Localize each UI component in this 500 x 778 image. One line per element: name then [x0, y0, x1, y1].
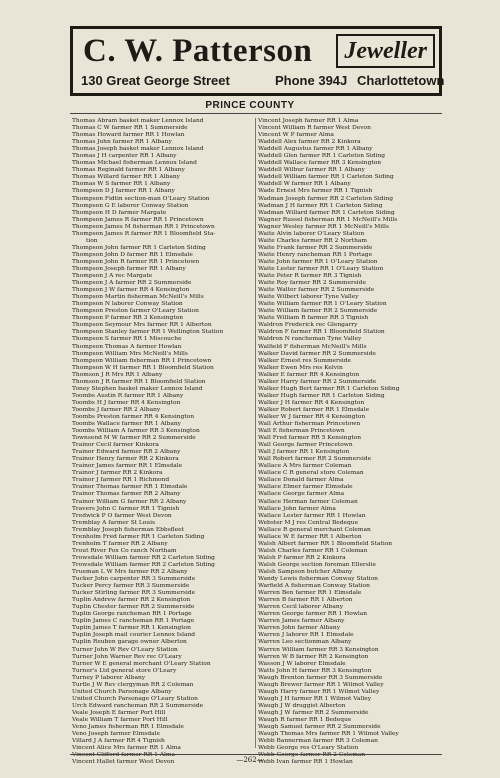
directory-entry: Waugh J W farmer RR 2 Summerside: [258, 709, 369, 716]
directory-entry: Thompson J W farmer RR 4 Kensington: [72, 287, 190, 294]
page-number: —262—: [236, 756, 264, 764]
directory-entry: Watts John H farmer RR 3 Kensington: [258, 667, 372, 674]
directory-entry: Wallace C R general store Coleman: [258, 470, 364, 477]
directory-entry: Webb Bannerman farmer RR 3 Coleman: [258, 738, 378, 745]
directory-entry: Thompson William fisherman RR 1 Princetown: [72, 357, 212, 364]
advert-phone: Phone 394J: [275, 73, 348, 88]
directory-entry: Thompson N laborer Conway Station: [72, 301, 183, 308]
directory-entry: Thompson Seymour Mrs farmer RR 1 Alberton: [72, 322, 212, 329]
directory-entry: Waddell Augustus farmer RR 1 Albany: [258, 146, 373, 153]
directory-entry: Thompson Joseph farmer RR 1 Albany: [72, 265, 186, 272]
directory-entry: Thompson J A rec Margate: [72, 273, 153, 280]
column-divider: [255, 118, 256, 748]
directory-entry: Turner W E general merchant O'Leary Station: [72, 660, 211, 667]
directory-entry: Toombs William A farmer RR 3 Kensington: [72, 428, 200, 435]
directory-entry: Tucker Percy farmer RR 3 Summerside: [72, 583, 190, 590]
directory-entry: Thompson Preston farmer O'Leary Station: [72, 308, 199, 315]
directory-entry: Thompson James R farmer RR 1 Princetown: [72, 216, 204, 223]
directory-entry: Waugh R farmer RR 1 Bedeque: [258, 716, 352, 723]
directory-entry: Wall J farmer RR 1 Kensington: [258, 449, 350, 456]
directory-entry: Webb Ivan farmer RR 1 Howlan: [258, 759, 353, 766]
directory-entry: Waite Henry rancheman RR 1 Portage: [258, 251, 373, 258]
directory-left-column: [72, 118, 252, 766]
directory-entry: Wall Robert farmer RR 2 Summerside: [258, 456, 372, 463]
directory-entry: Tremblay A farmer St Louis: [72, 519, 156, 526]
directory-entry: Warren B farmer RR 1 Alberton: [258, 597, 353, 604]
directory-entry: Waugh J W druggist Alberton: [258, 702, 346, 709]
directory-entry: Waugh J H farmer RR 1 Wilmot Valley: [258, 695, 372, 702]
county-heading: PRINCE COUNTY: [205, 100, 295, 111]
directory-entry: Tuplin Andrew farmer RR 2 Kensington: [72, 597, 191, 604]
directory-entry: Wallace R general merchant Coleman: [258, 526, 371, 533]
directory-entry: Toombs H J farmer RR 4 Kensington: [72, 399, 181, 406]
directory-entry: Tuplin Joseph mail courier Lennox Island: [72, 632, 196, 639]
directory-entry: Wallace Elmer farmer Elmsdale: [258, 484, 353, 491]
directory-entry: Walker Robert farmer RR 1 Elmsdale: [258, 406, 370, 413]
directory-entry: Thompson William Mrs McNeill's Mills: [72, 350, 188, 357]
directory-entry: Tucker John carpenter RR 3 Summerside: [72, 576, 196, 583]
directory-entry: Thompson John farmer RR 1 Carleton Siding: [72, 244, 206, 251]
directory-entry: Warren Ben farmer RR 1 Elmsdale: [258, 590, 362, 597]
directory-entry: Thomas W S farmer RR 1 Albany: [72, 181, 171, 188]
directory-entry: Waldron Frederick rec Glengarry: [258, 322, 358, 329]
directory-entry: Waite Peter R farmer RR 3 Tignish: [258, 273, 362, 280]
directory-entry: United Church Parsonage Albany: [72, 688, 172, 695]
directory-entry: Thomas Willard farmer RR 1 Albany: [72, 174, 181, 181]
directory-entry: Thompson Stanley farmer RR 1 Wellington Station: [72, 329, 224, 336]
directory-entry: Veno Joseph farmer Elmsdale: [72, 731, 160, 738]
directory-entry: Waite Walter farmer RR 2 Summerside: [258, 287, 375, 294]
directory-right-column: [258, 118, 444, 766]
directory-entry: Wandy Lewis fisherman Conway Station: [258, 576, 378, 583]
directory-entry: Trowsdale William farmer RR 2 Carleton Siding: [72, 554, 215, 561]
directory-entry: Thompson John D farmer RR 1 Elmsdale: [72, 251, 193, 258]
header-rule: [70, 113, 442, 114]
directory-entry: Walfield F fisherman McNeill's Mills: [258, 343, 367, 350]
directory-entry: Thomas John farmer RR 1 Albany: [72, 139, 172, 146]
directory-entry: Warren Leo sectionman Albany: [258, 639, 352, 646]
directory-entry: Vincent Joseph farmer RR 1 Alma: [258, 118, 359, 124]
directory-entry: Trainor Cecil farmer Kinkora: [72, 442, 159, 449]
directory-entry: Thomas C W farmer RR 1 Summerside: [72, 125, 188, 132]
directory-entry: Waite William farmer RR 1 O'Leary Station: [258, 301, 387, 308]
directory-entry: Wadman J H farmer RR 1 Carleton Siding: [258, 202, 383, 209]
directory-entry: Waugh Brenton farmer RR 3 Summerside: [258, 674, 383, 681]
directory-entry: Wadman Willard farmer RR 1 Carleton Siding: [258, 209, 395, 216]
directory-entry: Walker Harry farmer RR 2 Summerside: [258, 378, 377, 385]
directory-entry: Warren George farmer RR 1 Howlan: [258, 611, 368, 618]
directory-entry: tion: [86, 237, 98, 244]
directory-entry: Waite Roy farmer RR 2 Summerside: [258, 280, 366, 287]
directory-entry: Thomas Michael fisherman Lennox Island: [72, 160, 197, 167]
directory-entry: Waugh Samuel farmer RR 2 Summerside: [258, 724, 381, 731]
directory-entry: Walsh Albert farmer RR 1 Bloomfield Station: [258, 540, 393, 547]
directory-entry: Waite Frank farmer RR 2 Summerside: [258, 244, 373, 251]
directory-entry: Waite Wilbert laborer Tyne Valley: [258, 294, 359, 301]
directory-entry: Waite Alvin laborer O'Leary Station: [258, 230, 365, 237]
advert-header: [83, 33, 435, 69]
directory-entry: Tuplin Reuben garage owner Alberton: [72, 639, 187, 646]
directory-entry: Trainor Thomas farmer RR 2 Albany: [72, 491, 181, 498]
directory-entry: Thomson J R farmer RR 1 Bloomfield Station: [72, 378, 206, 385]
directory-entry: Webb George farmer RR 2 Coleman: [258, 752, 366, 759]
directory-entry: Waite William R farmer RR 3 Tignish: [258, 315, 369, 322]
directory-entry: Webster M J res Central Bedeque: [258, 519, 359, 526]
directory-entry: Tuplin James T farmer RR 1 Kensington: [72, 625, 191, 632]
directory-entry: Tuplin George rancheman RR 1 Portage: [72, 611, 192, 618]
directory-entry: Trainor J farmer RR 1 Richmond: [72, 477, 170, 484]
directory-entry: Vincent W P farmer Alma: [258, 132, 334, 139]
directory-entry: Tredwick P O farmer West Devon: [72, 512, 172, 519]
directory-entry: Trenholm T farmer RR 2 Albany: [72, 540, 168, 547]
directory-entry: Wagner Wesley farmer RR 1 McNeill's Mills: [258, 223, 389, 230]
directory-entry: Thompson Thomas A farmer Howlan: [72, 343, 182, 350]
directory-entry: Thompson Martin fisherman McNeill's Mills: [72, 294, 204, 301]
directory-entry: Turner's Ltd general store O'Leary: [72, 667, 177, 674]
directory-entry: Urch Edward rancheman RR 2 Summerside: [72, 702, 204, 709]
directory-entry: Toney Stephen basket maker Lennox Island: [72, 385, 203, 392]
directory-entry: Turtle J W Rev clergyman RR 2 Coleman: [72, 681, 194, 688]
directory-entry: Thompson S farmer RR 1 Miscouche: [72, 336, 182, 343]
directory-entry: Trainor Thomas farmer RR 1 Elmsdale: [72, 484, 188, 491]
directory-entry: Villard J A farmer RR 4 Tignish: [72, 738, 165, 745]
directory-entry: Thompson Fidtin section-man O'Leary Station: [72, 195, 210, 202]
directory-entry: Waite Charles farmer RR 2 Northam: [258, 237, 367, 244]
directory-entry: Travers John C farmer RR 1 Tignish: [72, 505, 180, 512]
directory-entry: Warfield A fisherman Conway Station: [258, 583, 370, 590]
directory-entry: Veale Joseph E farmer Port Hill: [72, 709, 166, 716]
directory-entry: Thomas Howard farmer RR 1 Howlan: [72, 132, 185, 139]
jeweller-advertisement: [70, 26, 445, 96]
directory-entry: Trainor Henry farmer RR 2 Kinkora: [72, 456, 179, 463]
directory-entry: Waddell Wallace farmer RR 3 Kensington: [258, 160, 382, 167]
directory-entry: Waldron N rancheman Tyne Valley: [258, 336, 362, 343]
directory-entry: Trueman L W Mrs farmer RR 2 Albany: [72, 569, 188, 575]
directory-entry: Thompson P farmer RR 3 Kensington: [72, 315, 184, 322]
directory-entry: Trainor James farmer RR 1 Elmsdale: [72, 463, 183, 470]
directory-entry: Toombs J farmer RR 2 Albany: [72, 406, 161, 413]
directory-entry: Wagner Russel fisherman RR 1 McNeill's Mills: [258, 216, 398, 223]
directory-entry: Walker E farmer RR 4 Kensington: [258, 371, 360, 378]
directory-entry: Turner John Warner Rev rec O'Leary: [72, 653, 182, 660]
advert-trade-label: Jeweller: [336, 34, 435, 68]
advert-business-name: C. W. Patterson: [83, 33, 313, 69]
directory-entry: Turney P laborer Albany: [72, 674, 146, 681]
directory-entry: Warren Cecil laborer Albany: [258, 604, 344, 611]
directory-entry: Toombs Austin R farmer RR 1 Albany: [72, 392, 184, 399]
directory-entry: Waite William farmer RR 2 Summerside: [258, 308, 378, 315]
directory-entry: Waddell W farmer RR 1 Albany: [258, 181, 351, 188]
directory-entry: Walsh George section foreman Ellerslie: [258, 561, 377, 568]
directory-entry: Walker David farmer RR 2 Summerside: [258, 350, 376, 357]
directory-entry: Thomas J H carpenter RR 1 Albany: [72, 153, 177, 160]
directory-entry: Waddell Wilbur farmer RR 1 Albany: [258, 167, 365, 174]
directory-entry: Waugh Harry farmer RR 1 Wilmot Valley: [258, 688, 380, 695]
directory-entry: Wallace Donald farmer Alma: [258, 477, 344, 484]
directory-entry: Walsh Charles farmer RR 1 Coleman: [258, 547, 368, 554]
directory-entry: Webb George res O'Leary Station: [258, 745, 359, 752]
directory-entry: Waite John farmer RR 1 O'Leary Station: [258, 258, 378, 265]
directory-entry: Veno James fisherman RR 1 Elmsdale: [72, 724, 184, 731]
directory-entry: Thomas Abram basket maker Lennox Island: [72, 118, 204, 124]
directory-entry: Vincent William R farmer West Devon: [258, 125, 371, 132]
directory-entry: Waddell Glen farmer RR 1 Carleton Siding: [258, 153, 386, 160]
directory-entry: Waldron F farmer RR 1 Bloomfield Station: [258, 329, 385, 336]
directory-entry: Wall Fred farmer RR 5 Kensington: [258, 435, 362, 442]
directory-entry: Waddell William farmer RR 1 Carleton Siding: [258, 174, 394, 181]
directory-entry: Thompson H D farmer Margate: [72, 209, 167, 216]
directory-entry: Wallace George farmer Alma: [258, 491, 345, 498]
directory-entry: Wasson J W laborer Elmsdale: [258, 660, 346, 667]
directory-entry: Thompson W H farmer RR 1 Bloomfield Station: [72, 364, 214, 371]
directory-entry: Wallace Lester farmer RR 1 Howlan: [258, 512, 366, 519]
directory-entry: Wallace W E farmer RR 1 Alberton: [258, 533, 362, 540]
directory-entry: Walker Hugh Bert farmer RR 1 Carleton Siding: [258, 385, 400, 392]
directory-entry: Toombs Wallace farmer RR 1 Albany: [72, 421, 181, 428]
directory-entry: Wadman Joseph farmer RR 2 Carleton Siding: [258, 195, 393, 202]
directory-entry: Thompson D J farmer RR 1 Albany: [72, 188, 175, 195]
directory-entry: Warren John farmer Albany: [258, 625, 341, 632]
directory-entry: Waite Lester farmer RR 1 O'Leary Station: [258, 265, 384, 272]
directory-entry: Walker Hugh farmer RR 1 Carleton Siding: [258, 392, 385, 399]
directory-entry: Waugh Brewer farmer RR 1 Wilmot Valley: [258, 681, 384, 688]
advert-address: 130 Great George Street: [81, 73, 230, 88]
directory-entry: Thompson J A farmer RR 2 Summerside: [72, 280, 192, 287]
directory-entry: Trout River Fox Co ranch Northam: [72, 547, 177, 554]
directory-entry: Trainor Edward farmer RR 2 Albany: [72, 449, 181, 456]
directory-entry: Warren James farmer Albany: [258, 618, 345, 625]
directory-entry: Toombs Preston farmer RR 4 Kensington: [72, 413, 195, 420]
directory-entry: Walsh P farmer RR 2 Kinkora: [258, 554, 346, 561]
directory-entry: Walsh Sampson butcher Albany: [258, 569, 353, 575]
directory-entry: Trainor J farmer RR 2 Kinkora: [72, 470, 163, 477]
directory-entry: Warren William farmer RR 3 Kensington: [258, 646, 379, 653]
footer-rule: [70, 754, 442, 755]
directory-entry: Walker W J farmer RR 4 Kensington: [258, 413, 366, 420]
directory-entry: Wallace A Mrs farmer Coleman: [258, 463, 352, 470]
directory-entry: Trowsdale William farmer RR 2 Carleton Siding: [72, 561, 215, 568]
directory-entry: Vincent Clifford farmer RR 1 Alma: [72, 752, 175, 759]
directory-entry: Thompson G E laborer Conway Station: [72, 202, 189, 209]
directory-entry: Thompson James R farmer RR 1 Bloomfield Sta-: [72, 230, 216, 237]
directory-entry: Wall George farmer Princetown: [258, 442, 353, 449]
directory-entry: Townsend M W farmer RR 2 Summerside: [72, 435, 196, 442]
directory-entry: Tuplin Chester farmer RR 2 Summerside: [72, 604, 195, 611]
directory-entry: Waugh Thomas Mrs farmer RR 1 Wilmot Valley: [258, 731, 399, 738]
directory-entry: Tremblay Joseph fisherman Ebbsfleet: [72, 526, 184, 533]
directory-entry: Thomson J R Mrs RR 1 Albany: [72, 371, 163, 378]
advert-city: Charlottetown: [357, 73, 445, 88]
directory-entry: Veale William T farmer Port Hill: [72, 716, 168, 723]
directory-entry: Wallace Herman farmer Coleman: [258, 498, 358, 505]
directory-entry: Thomas Joseph basket maker Lennox Island: [72, 146, 204, 153]
directory-entry: Waddell Alex farmer RR 2 Kinkora: [258, 139, 361, 146]
directory-entry: Vincent Alice Mrs farmer RR 1 Alma: [72, 745, 181, 752]
directory-entry: Warren W B farmer RR 2 Kensington: [258, 653, 369, 660]
directory-entry: Wade Ernest Mrs farmer RR 1 Tignish: [258, 188, 373, 195]
directory-entry: Tucker Stirling farmer RR 3 Summerside: [72, 590, 196, 597]
directory-entry: Walker Ernest res Summerside: [258, 357, 352, 364]
directory-entry: United Church Parsonage O'Leary Station: [72, 695, 198, 702]
directory-entry: Warren J laborer RR 1 Elmsdale: [258, 632, 354, 639]
directory-entry: Vincent Hallet farmer West Devon: [72, 759, 175, 766]
directory-entry: Tuplin James C rancheman RR 1 Portage: [72, 618, 195, 625]
directory-entry: Thompson James M fisherman RR 1 Princetown: [72, 223, 215, 230]
directory-entry: Thompson John R farmer RR 1 Princetown: [72, 258, 200, 265]
directory-entry: Thomas Reginald farmer RR 1 Albany: [72, 167, 185, 174]
directory-entry: Wall Arthur fisherman Princetown: [258, 421, 361, 428]
directory-entry: Turner John W Rev O'Leary Station: [72, 646, 178, 653]
directory-entry: Walker J H farmer RR 4 Kensington: [258, 399, 365, 406]
directory-entry: Wallace John farmer Alma: [258, 505, 336, 512]
directory-entry: Trenholm Fred farmer RR 1 Carleton Siding: [72, 533, 205, 540]
directory-entry: Trainor William G farmer RR 2 Albany: [72, 498, 187, 505]
directory-entry: Walker Ewen Mrs res Kelvin: [258, 364, 343, 371]
directory-entry: Wall E fisherman Princetown: [258, 428, 345, 435]
